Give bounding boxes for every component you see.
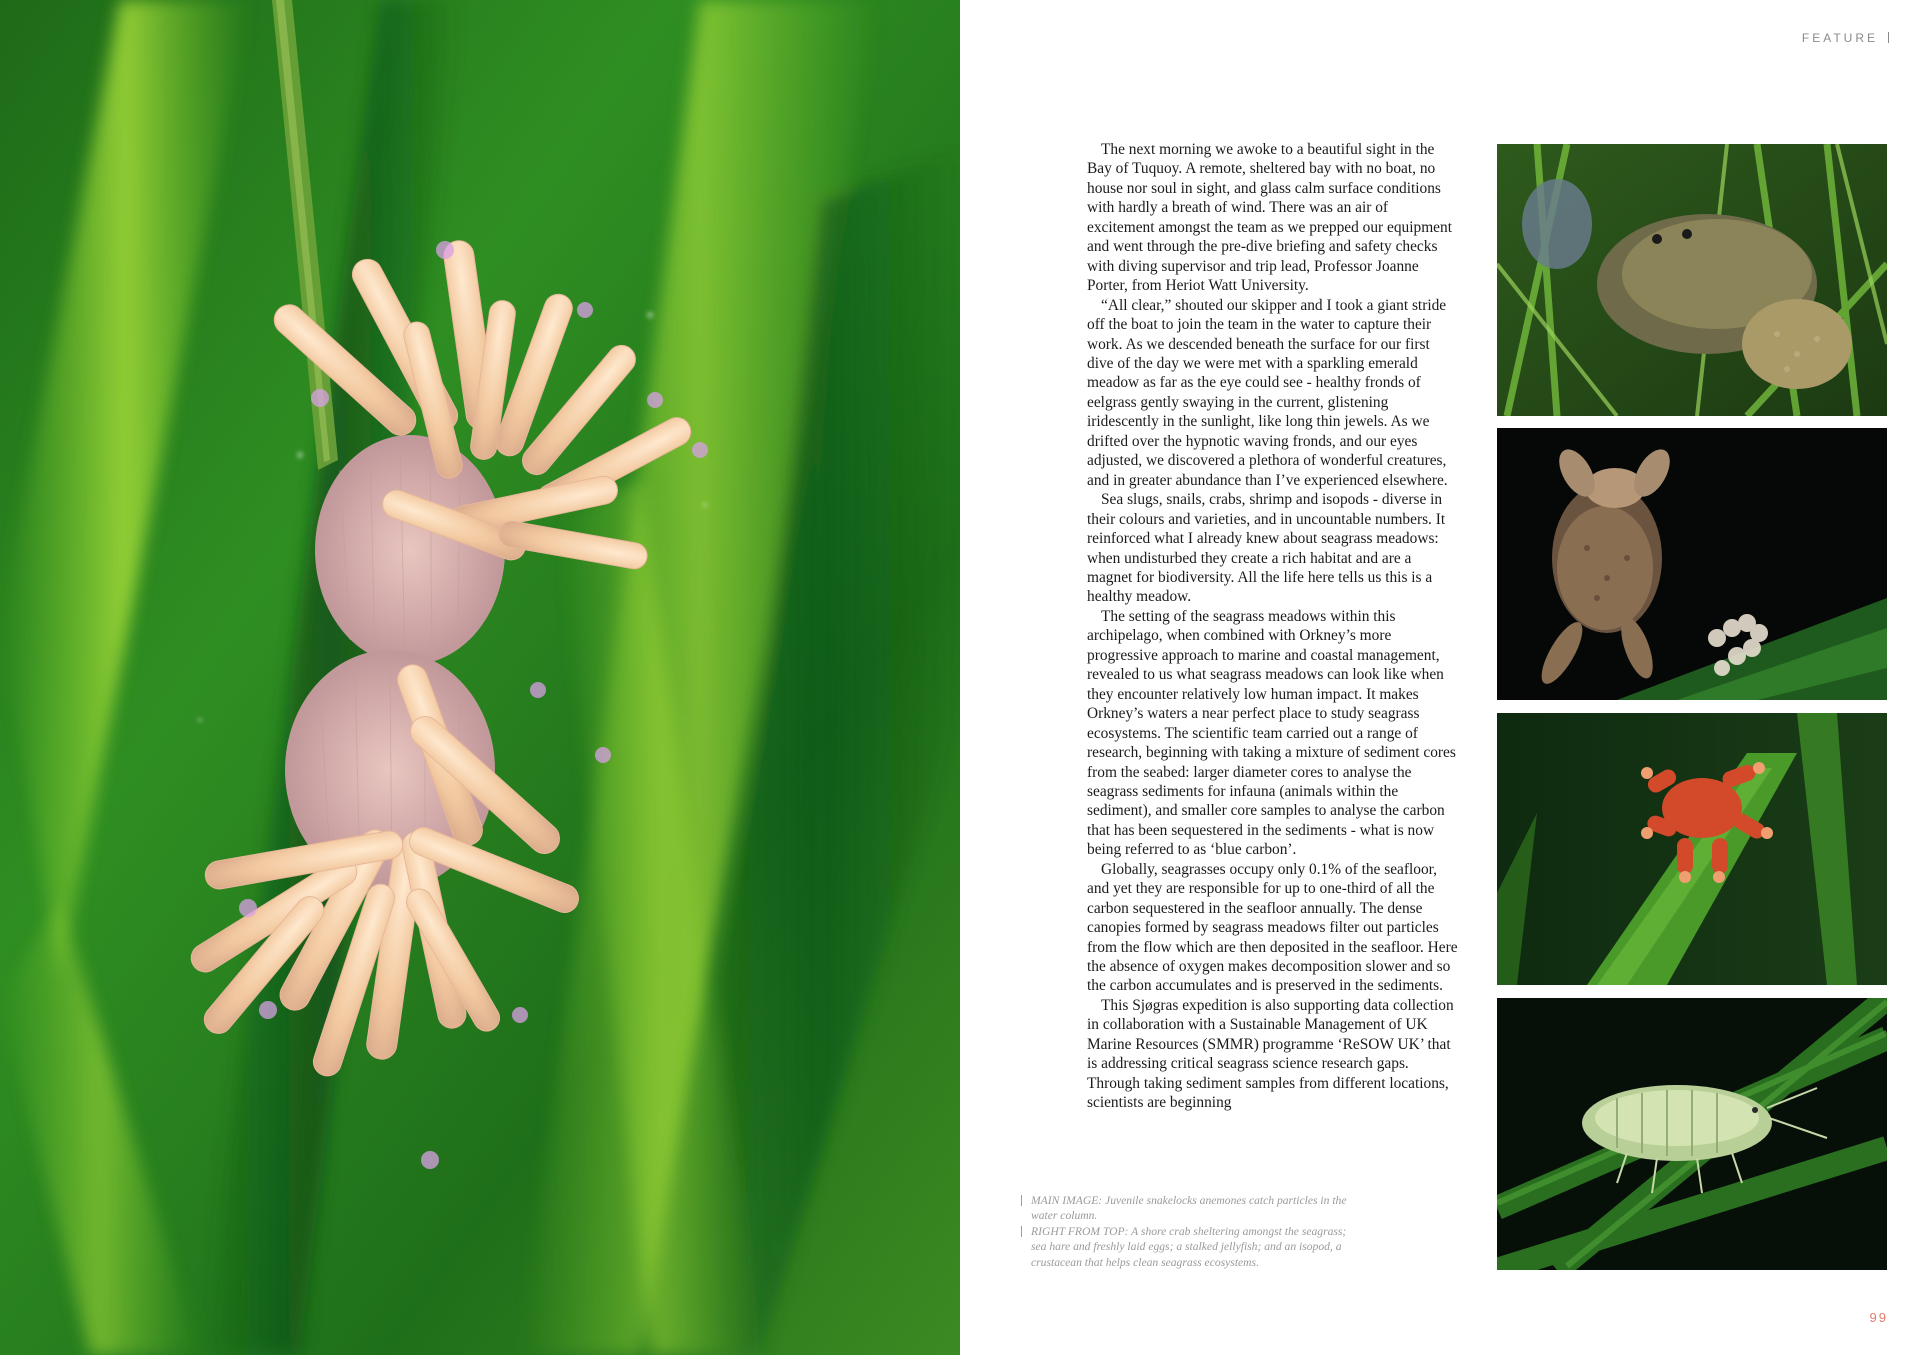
section-label-divider xyxy=(1888,32,1889,43)
right-images-caption xyxy=(1021,1224,1361,1270)
article-body xyxy=(1087,140,1459,1113)
main-image-caption xyxy=(1021,1193,1361,1224)
article-paragraph: Globally, seagrasses occupy only 0.1% of the seafloor, and yet they are responsible for up to one-third of all the carbon sequestered in the seafloor annually. The dense canopies formed by seagrass meadows filter out particles from the flow which are then deposited in the seafloor. Here the absence of oxygen makes decomposition slower and so the carbon accumulates and is preserved in the sediments. xyxy=(1087,860,1458,995)
right-images-caption-text: RIGHT FROM TOP: A shore crab sheltering amongst the seagrass; sea hare and freshly laid eggs; a stalked jellyfish; and an isopod, a crustacean that helps clean seagrass ecosystems. xyxy=(1031,1224,1347,1269)
article-paragraph: “All clear,” shouted our skipper and I took a giant stride off the boat to join the team in the water to capture their work. As we descended beneath the surface for our first dive of the day we were met with a sparkling emerald meadow as far as the eye could see - healthy fronds of eelgrass gently swaying in the current, glistening iridescently in the sunlight, like long thin jewels. As we drifted over the hypnotic waving fronds, and our eyes adjusted, we discovered a plethora of wonderful creatures, and in greater abundance than I’ve experienced elsewhere. xyxy=(1087,296,1448,489)
article-paragraph: The next morning we awoke to a beautiful sight in the Bay of Tuquoy. A remote, sheltered bay with no boat, no house nor soul in sight, and glass calm surface conditions with hardly a breath of wind. There was an air of excitement amongst the team as we prepped our equipment and went through the pre-dive briefing and safety checks with diving supervisor and trip lead, Professor Joanne Porter, from Heriot Watt University. xyxy=(1087,141,1452,295)
photo-isopod xyxy=(1497,998,1887,1270)
photo-sea-hare xyxy=(1497,428,1887,700)
section-label-text: FEATURE xyxy=(1801,31,1878,45)
photo-captions xyxy=(1021,1193,1361,1270)
photo-stalked-jellyfish xyxy=(1497,713,1887,985)
caption-marker xyxy=(1021,1226,1022,1237)
article-paragraph: Sea slugs, snails, crabs, shrimp and isopods - diverse in their colours and varieties, and in uncountable numbers. It reinforced what I already knew about seagrass meadows: when undisturbed they create a rich habitat and are a magnet for biodiversity. All the life here tells us this is a healthy meadow. xyxy=(1087,491,1446,606)
article-paragraph: This Sjøgras expedition is also supporting data collection in collaboration with a Sustainable Management of UK Marine Resources (SMMR) programme ‘ReSOW UK’ that is addressing critical seagrass science research gaps. Through taking sediment samples from different locations, scientists are beginning xyxy=(1087,996,1454,1112)
page-number: 99 xyxy=(1869,1310,1888,1325)
article-paragraph: The setting of the seagrass meadows within this archipelago, when combined with Orkney’s more progressive approach to marine and coastal management, revealed to us what seagrass meadows can look like when they encounter relatively low human impact. It makes Orkney’s waters a near perfect place to study seagrass ecosystems. The scientific team carried out a range of research, beginning with taking a mixture of sediment cores from the seabed: larger diameter cores to analyse the seagrass sediments for infauna (animals within the sediment), and smaller core samples to analyse the carbon that has been sequestered in the sediments - what is now being referred to as ‘blue carbon’. xyxy=(1087,607,1456,859)
caption-marker xyxy=(1021,1195,1022,1206)
main-image-caption-text: MAIN IMAGE: Juvenile snakelocks anemones catch particles in the water column. xyxy=(1031,1194,1347,1223)
section-label xyxy=(1802,31,1889,45)
photo-shore-crab xyxy=(1497,144,1887,416)
